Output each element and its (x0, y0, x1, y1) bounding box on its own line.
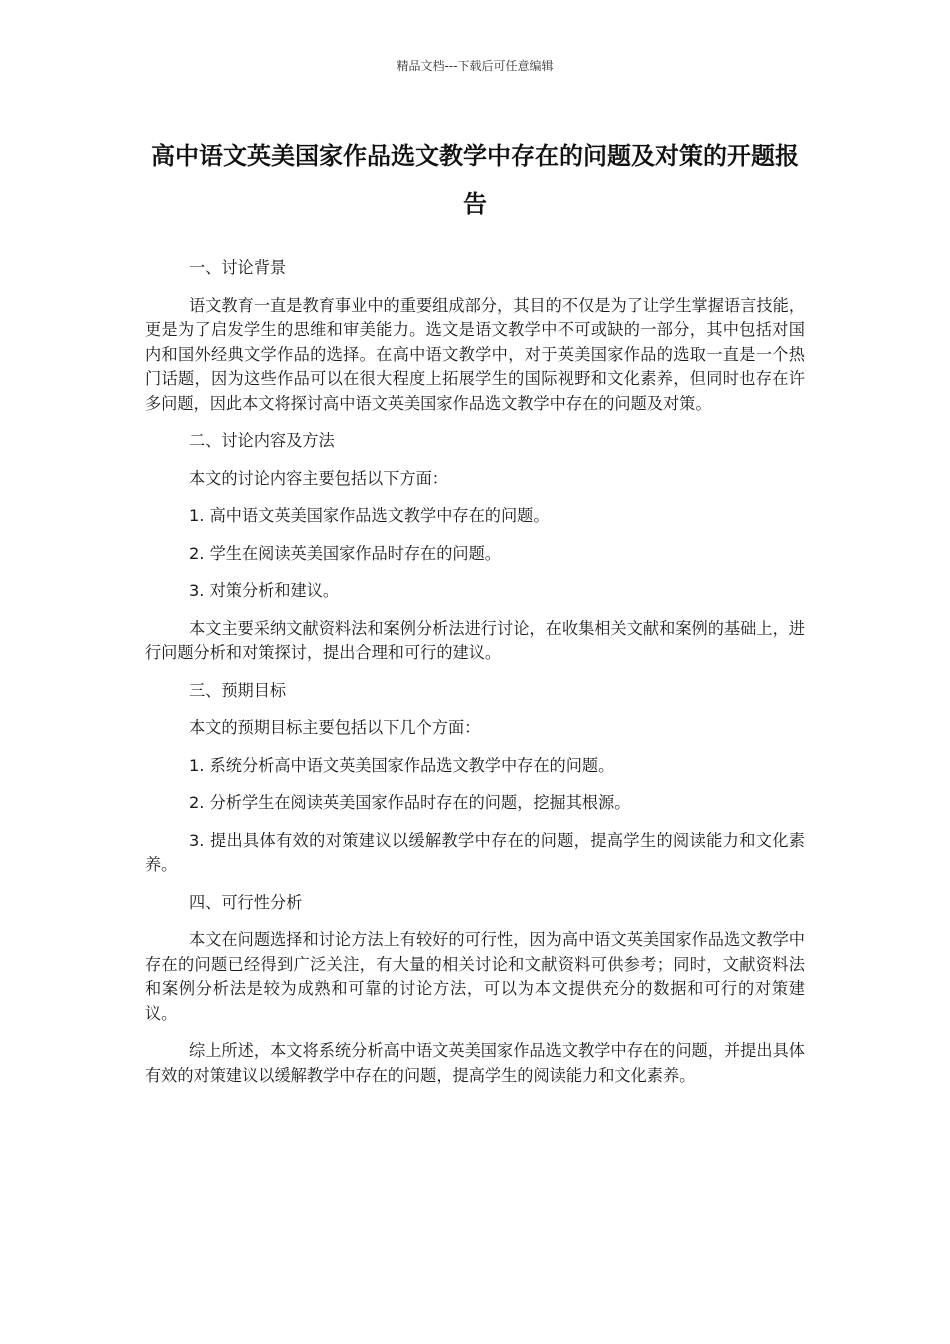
list-item-content-2: 2. 学生在阅读英美国家作品时存在的问题。 (189, 543, 501, 563)
paragraph-content-intro: 本文的讨论内容主要包括以下方面： (189, 468, 448, 488)
paragraph-method: 本文主要采纳文献资料法和案例分析法进行讨论，在收集相关文献和案例的基础上，进行问题分析和对策探讨，提出合理和可行的建议。 (145, 618, 805, 662)
document-title: 高中语文英美国家作品选文教学中存在的问题及对策的开题报告 (151, 142, 799, 218)
section-heading-background: 一、讨论背景 (189, 258, 287, 277)
list-item-content-1: 1. 高中语文英美国家作品选文教学中存在的问题。 (189, 506, 550, 525)
list-item-goal-1: 1. 系统分析高中语文英美国家作品选文教学中存在的问题。 (189, 755, 615, 775)
paragraph-conclusion: 综上所述，本文将系统分析高中语文英美国家作品选文教学中存在的问题，并提出具体有效的对策建议以缓解教学中存在的问题，提高学生的阅读能力和文化素养。 (145, 1041, 805, 1085)
list-item-goal-3: 3. 提出具体有效的对策建议以缓解教学中存在的问题，提高学生的阅读能力和文化素养。 (145, 830, 805, 874)
paragraph-background: 语文教育一直是教育事业中的重要组成部分，其目的不仅是为了让学生掌握语言技能，更是为了启发学生的思维和审美能力。选文是语文教学中不可或缺的一部分，其中包括对国内和国外经典文学作品的选择。在高中语文教学中，对于英美国家作品的选取一直是一个热门话题，因为这些作品可以在很大程度上拓展学生的国际视野和文化素养，但同时也存在许多问题，因此本文将探讨高中语文英美国家作品选文教学中存在的问题及对策。 (145, 295, 805, 413)
section-heading-feasibility: 四、可行性分析 (189, 892, 303, 912)
section-heading-goals: 三、预期目标 (189, 680, 287, 700)
list-item-content-3: 3. 对策分析和建议。 (189, 581, 340, 600)
paragraph-feasibility: 本文在问题选择和讨论方法上有较好的可行性，因为高中语文英美国家作品选文教学中存在的问题已经得到广泛关注，有大量的相关讨论和文献资料可供参考；同时，文献资料法和案例分析法是较为成熟和可靠的讨论方法，可以为本文提供充分的数据和可行的对策建议。 (145, 930, 805, 1023)
header-note: 精品文档---下载后可任意编辑 (396, 59, 554, 73)
section-heading-content-method: 二、讨论内容及方法 (189, 431, 335, 450)
document-body (145, 256, 805, 1101)
list-item-goal-2: 2. 分析学生在阅读英美国家作品时存在的问题，挖掘其根源。 (189, 793, 631, 812)
paragraph-goals-intro: 本文的预期目标主要包括以下几个方面： (189, 718, 481, 737)
